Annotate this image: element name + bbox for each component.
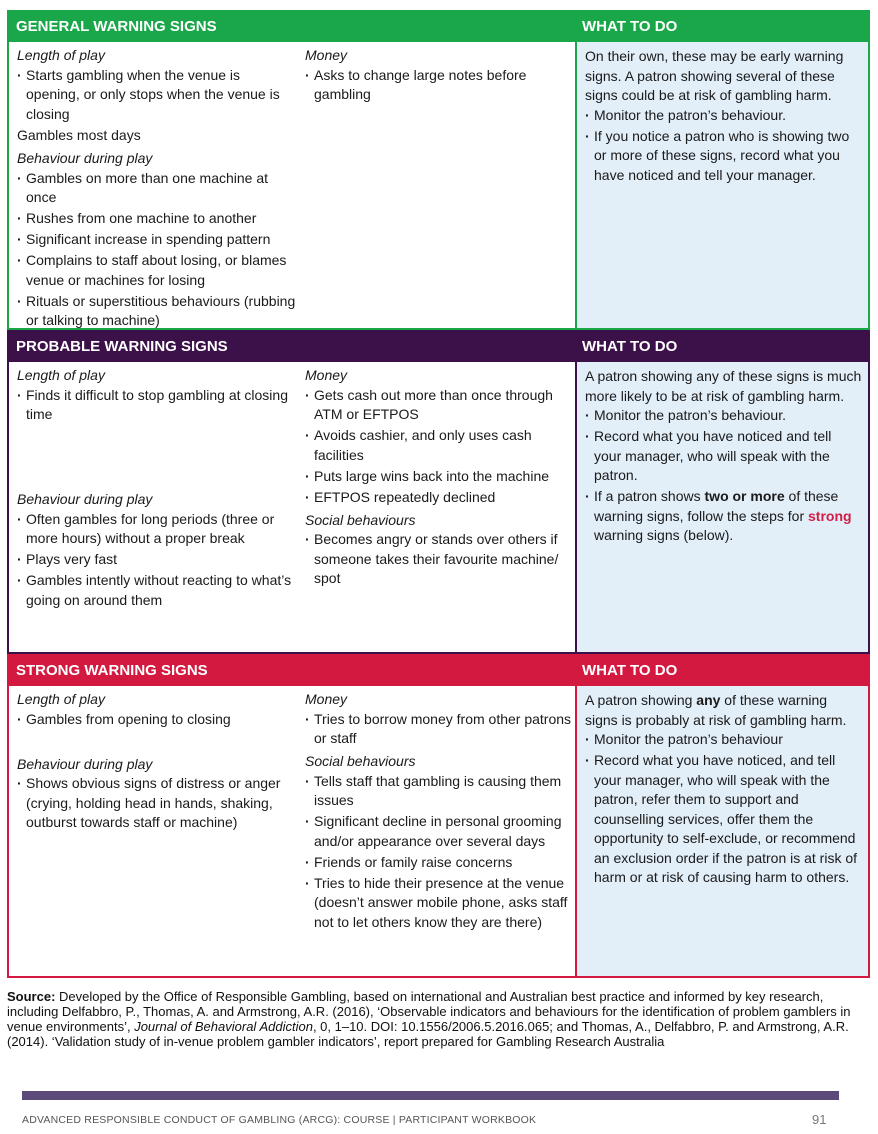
probable-what-to-do (575, 362, 868, 652)
probable-length-item: · Finds it difficult to stop gambling at closing time (17, 386, 297, 425)
footer-divider-bar (22, 1091, 839, 1100)
strong-what-to-do (575, 686, 868, 976)
strong-header-bar (7, 654, 870, 686)
strong-length-item: · Gambles from opening to closing (17, 710, 297, 730)
general-behaviour-item: · Rituals or superstitious behaviours (rubbing or talking to machine) (17, 292, 297, 331)
footer-text: ADVANCED RESPONSIBLE CONDUCT OF GAMBLING (ARCG): COURSE | PARTICIPANT WORKBOOK (22, 1114, 537, 1126)
strong-social-item: · Tells staff that gambling is causing them issues (305, 772, 575, 811)
probable-header: PROBABLE WARNING SIGNS (16, 337, 228, 355)
strong-what-item: · Record what you have noticed, and tell your manager, who will speak with the patron, refer them to support and counselling services, offer them the opportunity to self-exclude, or recommend an exclusion order if the patron is at risk of harm or at risk of causing harm to others. (585, 751, 862, 888)
general-length-label: Length of play (17, 47, 105, 63)
general-money-label: Money (305, 47, 348, 63)
general-header-bar (7, 10, 870, 42)
strong-social-item: · Friends or family raise concerns (305, 853, 575, 873)
general-col-middle (297, 42, 575, 328)
strong-col-middle (297, 686, 575, 976)
general-what-intro: On their own, these may be early warning signs. A patron showing several of these signs could be at risk of gambling harm. (585, 48, 844, 103)
probable-money-item: · Puts large wins back into the machine (305, 467, 575, 487)
general-behaviour-item: · Complains to staff about losing, or blames venue or machines for losing (17, 251, 297, 290)
general-header: GENERAL WARNING SIGNS (16, 17, 217, 35)
strong-social-item: · Tries to hide their presence at the venue (doesn’t answer mobile phone, asks staff not to let others know they are there) (305, 874, 575, 933)
strong-what-intro: A patron showing any of these warning signs is probably at risk of gambling harm. (585, 692, 847, 728)
probable-length-label: Length of play (17, 367, 105, 383)
probable-behaviour-item: · Gambles intently without reacting to what’s going on around them (17, 571, 297, 610)
probable-header-bar (7, 330, 870, 362)
strong-length-label: Length of play (17, 691, 105, 707)
source-label: Source: (7, 989, 56, 1004)
general-what-header: WHAT TO DO (582, 17, 678, 35)
general-behaviour-item: · Gambles on more than one machine at once (17, 169, 297, 208)
strong-what-header: WHAT TO DO (582, 661, 678, 679)
general-behaviour-item: · Significant increase in spending pattern (17, 230, 297, 250)
strong-what-item: · Monitor the patron’s behaviour (585, 730, 862, 750)
probable-money-item: · Avoids cashier, and only uses cash facilities (305, 426, 575, 465)
probable-social-item: · Becomes angry or stands over others if someone takes their favourite machine/ spot (305, 530, 575, 589)
probable-warning-section (7, 330, 870, 654)
general-col-left (9, 42, 297, 328)
probable-col-left (9, 362, 297, 652)
general-what-item: · If you notice a patron who is showing two or more of these signs, record what you have noticed and tell your manager. (585, 127, 862, 186)
probable-money-item: · Gets cash out more than once through ATM or EFTPOS (305, 386, 575, 425)
strong-warning-section (7, 654, 870, 978)
probable-social-label: Social behaviours (305, 511, 416, 528)
probable-col-middle (297, 362, 575, 652)
probable-behaviour-item: · Plays very fast (17, 550, 297, 570)
general-behaviour-label: Behaviour during play (17, 150, 153, 166)
source-citation: Source: Developed by the Office of Responsible Gambling, based on international and Australian best practice and informed by key research, including Delfabbro, P., Thomas, A. and Armstrong, A.R. (2016), ‘Observable indicators and behaviours for the identification of problem gamblers in venue environments’, Journal of Behavioral Addiction, 0, 1–10. DOI: 10.1556/2006.5.2016.065; and Thomas, A., Delfabbro, P. and Armstrong, A.R. (2014). ‘Validation study of in-venue problem gambler indicators’, report prepared for Gambling Research Australia (7, 989, 851, 1049)
general-money-item: · Asks to change large notes before gambling (305, 66, 575, 105)
probable-money-item: · EFTPOS repeatedly declined (305, 488, 575, 508)
probable-what-item-last: · If a patron shows two or more of these warning signs, follow the steps for strong warning signs (below). (585, 487, 862, 546)
strong-col-left (9, 686, 297, 976)
probable-what-item: · Record what you have noticed and tell your manager, who will speak with the patron. (585, 427, 862, 486)
page-number: 91 (812, 1112, 827, 1127)
general-length-plain: Gambles most days (17, 126, 141, 143)
probable-money-label: Money (305, 367, 348, 383)
strong-money-item: · Tries to borrow money from other patrons or staff (305, 710, 575, 749)
strong-behaviour-label: Behaviour during play (17, 755, 153, 772)
journal-title: Journal of Behavioral Addiction (134, 1019, 313, 1034)
strong-money-label: Money (305, 691, 348, 707)
general-what-item: · Monitor the patron’s behaviour. (585, 106, 862, 126)
strong-social-label: Social behaviours (305, 753, 416, 769)
general-behaviour-item: · Rushes from one machine to another (17, 209, 297, 229)
general-warning-section (7, 10, 870, 330)
general-length-item: · Starts gambling when the venue is opening, or only stops when the venue is closing (17, 66, 297, 125)
probable-what-header: WHAT TO DO (582, 337, 678, 355)
strong-social-item: · Significant decline in personal grooming and/or appearance over several days (305, 812, 575, 851)
general-what-to-do (575, 42, 868, 328)
probable-what-item: · Monitor the patron’s behaviour. (585, 406, 862, 426)
strong-header: STRONG WARNING SIGNS (16, 661, 208, 679)
strong-behaviour-item: · Shows obvious signs of distress or anger (crying, holding head in hands, shaking, outburst towards staff or machine) (17, 774, 297, 833)
probable-behaviour-item: · Often gambles for long periods (three or more hours) without a proper break (17, 510, 297, 549)
probable-behaviour-label: Behaviour during play (17, 491, 153, 507)
probable-what-intro: A patron showing any of these signs is much more likely to be at risk of gambling harm. (585, 368, 862, 404)
